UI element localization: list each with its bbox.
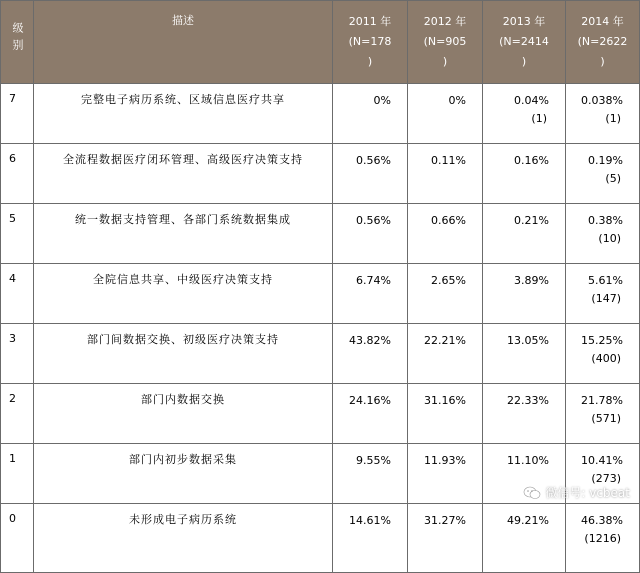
header-year-2014	[566, 1, 640, 84]
description-cell: 统一数据支持管理、各部门系统数据集成	[34, 204, 333, 264]
percentage: 24.16%	[349, 394, 391, 407]
level-cell: 1	[1, 444, 34, 504]
percentage: 31.27%	[424, 514, 466, 527]
count: (1)	[531, 112, 547, 125]
table-row	[1, 144, 640, 204]
table-header	[1, 1, 640, 84]
value-cell-2013	[483, 264, 566, 324]
header-close-paren: )	[442, 55, 448, 68]
count: (273)	[591, 472, 621, 485]
value-cell-2014	[566, 84, 640, 144]
header-sample-size: (N=2414	[499, 35, 549, 48]
percentage: 0.11%	[431, 154, 466, 167]
description-cell: 部门内初步数据采集	[34, 444, 333, 504]
percentage: 13.05%	[507, 334, 549, 347]
percentage: 0.38%	[588, 214, 623, 227]
header-year-label: 2013 年	[502, 15, 546, 28]
watermark-text: 微信号: vcbeat	[545, 486, 630, 500]
percentage: 0%	[373, 94, 391, 107]
header-desc	[34, 1, 333, 84]
percentage: 2.65%	[431, 274, 466, 287]
count: (147)	[591, 292, 621, 305]
header-sample-size: (N=178	[348, 35, 392, 48]
description-cell: 部门间数据交换、初级医疗决策支持	[34, 324, 333, 384]
value-cell-2011	[333, 324, 408, 384]
percentage: 49.21%	[507, 514, 549, 527]
level-cell: 7	[1, 84, 34, 144]
percentage: 11.10%	[507, 454, 549, 467]
count: (10)	[598, 232, 621, 245]
percentage: 14.61%	[349, 514, 391, 527]
percentage: 11.93%	[424, 454, 466, 467]
count: (1)	[605, 112, 621, 125]
value-cell-2014	[566, 204, 640, 264]
count: (400)	[591, 352, 621, 365]
percentage: 0.56%	[356, 214, 391, 227]
value-cell-2014	[566, 144, 640, 204]
value-cell-2014	[566, 384, 640, 444]
value-cell-2013	[483, 144, 566, 204]
description-cell: 完整电子病历系统、区域信息医疗共享	[34, 84, 333, 144]
header-row	[1, 1, 640, 84]
percentage: 15.25%	[581, 334, 623, 347]
percentage: 0.19%	[588, 154, 623, 167]
value-cell-2013	[483, 84, 566, 144]
value-cell-2014	[566, 504, 640, 573]
count: (571)	[591, 412, 621, 425]
percentage: 10.41%	[581, 454, 623, 467]
percentage: 21.78%	[581, 394, 623, 407]
description-cell: 未形成电子病历系统	[34, 504, 333, 573]
header-year-label: 2011 年	[348, 15, 392, 28]
table-row	[1, 504, 640, 573]
value-cell-2014	[566, 264, 640, 324]
level-cell: 0	[1, 504, 34, 573]
wechat-watermark	[523, 484, 630, 501]
percentage: 0.21%	[514, 214, 549, 227]
percentage: 0.04%	[514, 94, 549, 107]
value-cell-2012	[408, 84, 483, 144]
percentage: 43.82%	[349, 334, 391, 347]
header-desc-label: 描述	[172, 14, 194, 27]
value-cell-2012	[408, 444, 483, 504]
percentage: 0%	[448, 94, 466, 107]
value-cell-2013	[483, 204, 566, 264]
level-cell: 2	[1, 384, 34, 444]
description-cell: 全流程数据医疗闭环管理、高级医疗决策支持	[34, 144, 333, 204]
description-cell: 全院信息共享、中级医疗决策支持	[34, 264, 333, 324]
header-year-label: 2012 年	[423, 15, 467, 28]
percentage: 0.038%	[581, 94, 623, 107]
percentage: 5.61%	[588, 274, 623, 287]
table-row	[1, 384, 640, 444]
value-cell-2011	[333, 264, 408, 324]
level-cell: 3	[1, 324, 34, 384]
wechat-icon	[523, 486, 541, 500]
header-sample-size: (N=905	[423, 35, 467, 48]
value-cell-2012	[408, 324, 483, 384]
level-cell: 5	[1, 204, 34, 264]
value-cell-2011	[333, 84, 408, 144]
value-cell-2012	[408, 504, 483, 573]
value-cell-2011	[333, 444, 408, 504]
percentage: 46.38%	[581, 514, 623, 527]
percentage: 3.89%	[514, 274, 549, 287]
header-close-paren: )	[367, 55, 373, 68]
value-cell-2011	[333, 204, 408, 264]
value-cell-2011	[333, 144, 408, 204]
header-year-label: 2014 年	[581, 15, 624, 28]
header-level	[1, 1, 34, 84]
percentage: 0.56%	[356, 154, 391, 167]
count: (1216)	[584, 532, 621, 545]
description-cell: 部门内数据交换	[34, 384, 333, 444]
header-close-paren: )	[521, 55, 527, 68]
level-cell: 4	[1, 264, 34, 324]
table-row	[1, 264, 640, 324]
header-year-2012	[408, 1, 483, 84]
count: (5)	[605, 172, 621, 185]
level-cell: 6	[1, 144, 34, 204]
value-cell-2013	[483, 504, 566, 573]
value-cell-2012	[408, 144, 483, 204]
header-year-2011	[333, 1, 408, 84]
percentage: 22.33%	[507, 394, 549, 407]
table-row	[1, 324, 640, 384]
header-year-2013	[483, 1, 566, 84]
value-cell-2012	[408, 204, 483, 264]
header-sample-size: (N=2622	[577, 35, 628, 48]
value-cell-2014	[566, 324, 640, 384]
header-level-label: 级别	[11, 21, 24, 56]
percentage: 0.66%	[431, 214, 466, 227]
table-row	[1, 204, 640, 264]
percentage: 6.74%	[356, 274, 391, 287]
table-row	[1, 84, 640, 144]
value-cell-2011	[333, 504, 408, 573]
value-cell-2012	[408, 384, 483, 444]
percentage: 31.16%	[424, 394, 466, 407]
percentage: 9.55%	[356, 454, 391, 467]
percentage: 22.21%	[424, 334, 466, 347]
value-cell-2011	[333, 384, 408, 444]
header-close-paren: )	[600, 55, 605, 68]
value-cell-2013	[483, 384, 566, 444]
value-cell-2012	[408, 264, 483, 324]
percentage: 0.16%	[514, 154, 549, 167]
value-cell-2013	[483, 324, 566, 384]
